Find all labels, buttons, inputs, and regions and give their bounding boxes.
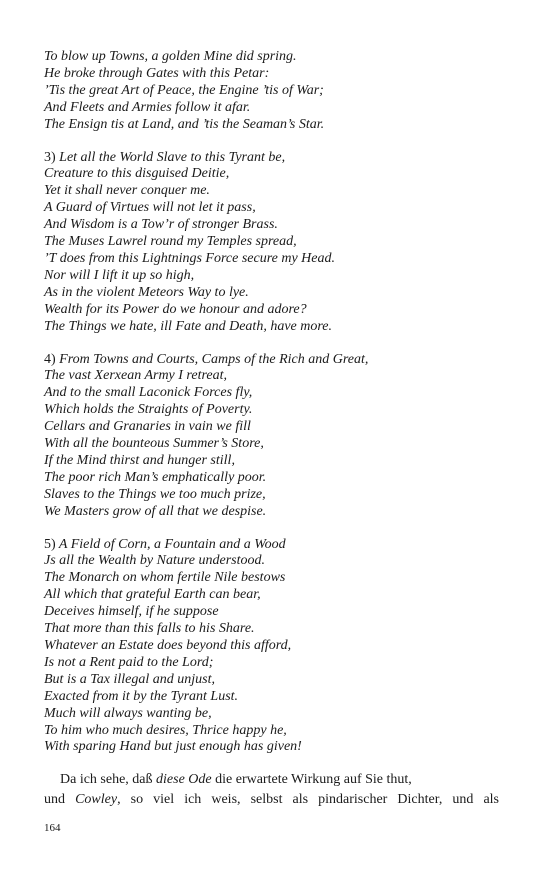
verse-line: The Muses Lawrel round my Temples spread, (44, 234, 297, 250)
verse-line: Exacted from it by the Tyrant Lust. (44, 688, 239, 704)
verse-line: To blow up Towns, a golden Mine did spring. (44, 49, 297, 64)
prose-text: die erwartete Wirkung auf Sie thut, (211, 772, 412, 787)
stanza-3 (44, 150, 499, 336)
verse-line: All which that grateful Earth can bear, (44, 587, 261, 603)
verse-line: Yet it shall never conquer me. (44, 183, 210, 199)
verse-line: Slaves to the Things we too much prize, (44, 486, 266, 502)
verse-line: ’T does from this Lightnings Force secure my Head. (44, 250, 335, 266)
verse-line: The Ensign tis at Land, and ’tis the Seaman’s Star. (44, 116, 325, 132)
verse-line: If the Mind thirst and hunger still, (44, 452, 235, 468)
verse-line: Nor will I lift it up so high, (44, 267, 195, 283)
prose-text: und (44, 792, 76, 807)
verse-line: The poor rich Man’s emphatically poor. (44, 469, 267, 485)
verse-line: Deceives himself, if he suppose (44, 604, 219, 620)
verse-line: Creature to this disguised Deitie, (44, 166, 230, 182)
stanza-number: 3) (44, 149, 56, 165)
verse-line: And Fleets and Armies follow it afar. (44, 99, 251, 115)
verse-line: Js all the Wealth by Nature understood. (44, 553, 265, 569)
page-number: 164 (44, 822, 61, 834)
verse-line: He broke through Gates with this Petar: (44, 65, 270, 81)
verse-line (44, 537, 499, 554)
verse-line: The Monarch on whom fertile Nile bestows (44, 570, 286, 586)
verse-line: That more than this falls to his Share. (44, 621, 255, 637)
verse-line: We Masters grow of all that we despise. (44, 503, 267, 519)
verse-line: The vast Xerxean Army I retreat, (44, 368, 227, 384)
verse-line: Which holds the Straights of Poverty. (44, 402, 253, 418)
verse-line: Whatever an Estate does beyond this afford, (44, 638, 292, 653)
verse-line-text: A Field of Corn, a Fountain and a Wood (58, 536, 286, 552)
prose-emphasis: Cowley (75, 792, 118, 807)
verse-line: As in the violent Meteors Way to lye. (44, 284, 249, 300)
verse-line (44, 150, 499, 167)
verse-line: Is not a Rent paid to the Lord; (44, 654, 214, 670)
verse-line: The Things we hate, ill Fate and Death, have more. (44, 318, 332, 334)
verse-line: And Wisdom is a Tow’r of stronger Brass. (44, 217, 278, 233)
verse-line: Wealth for its Power do we honour and adore? (44, 301, 307, 317)
prose-line (44, 790, 499, 810)
verse-line-text: Let all the World Slave to this Tyrant be, (59, 149, 286, 165)
poem-body (44, 49, 499, 772)
prose-emphasis: diese Ode (156, 772, 212, 787)
prose-line (44, 770, 499, 790)
verse-line: Much will always wanting be, (44, 705, 212, 721)
verse-line: And to the small Laconick Forces fly, (44, 385, 253, 401)
verse-line: To him who much desires, Thrice happy he, (44, 722, 287, 738)
verse-line-text: From Towns and Courts, Camps of the Rich and Great, (59, 351, 369, 367)
verse-line: ’Tis the great Art of Peace, the Engine ’tis of War; (44, 82, 324, 98)
verse-line (44, 352, 499, 369)
verse-line: With sparing Hand but just enough has given! (44, 739, 302, 755)
prose-paragraph (44, 770, 499, 810)
verse-line: Cellars and Granaries in vain we fill (44, 419, 251, 435)
verse-line: With all the bounteous Summer’s Store, (44, 436, 264, 452)
prose-text: , so viel ich weis, selbst als pindarischer Dichter, und als (117, 792, 499, 807)
verse-line: A Guard of Virtues will not let it pass, (44, 200, 256, 216)
stanza-number: 4) (44, 351, 56, 367)
stanza-continuation (44, 49, 499, 134)
prose-text: Da ich sehe, daß (60, 772, 157, 787)
stanza-number: 5) (44, 536, 56, 552)
stanza-5 (44, 537, 499, 757)
stanza-4 (44, 352, 499, 521)
verse-line: But is a Tax illegal and unjust, (44, 671, 215, 687)
